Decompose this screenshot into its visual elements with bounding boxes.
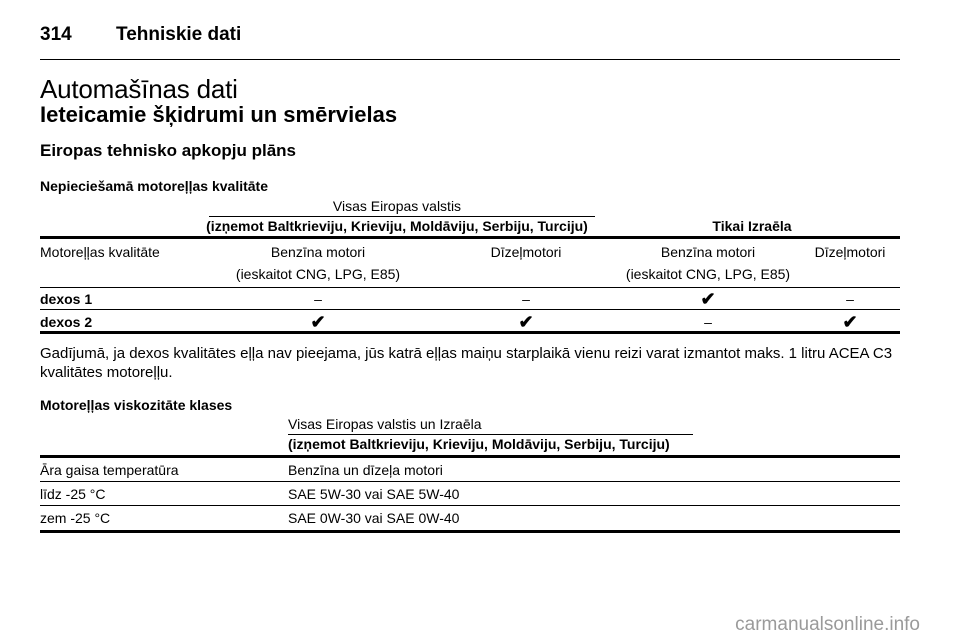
viscosity-top-rule (40, 455, 900, 458)
header-rule (40, 287, 900, 288)
viscosity-header-rule (40, 481, 900, 482)
cell-dash: – (846, 291, 854, 307)
col-subheader-petrol-israel: (ieskaitot CNG, LPG, E85) (625, 266, 791, 282)
row-label: dexos 1 (40, 291, 93, 307)
row-oil-grade: SAE 5W-30 vai SAE 5W-40 (288, 486, 460, 502)
section-title: Tehniskie dati (116, 24, 242, 45)
row-temperature: zem -25 °C (40, 510, 111, 526)
viscosity-heading: Motoreļļas viskozitāte klases (40, 397, 233, 413)
oil-quality-heading: Nepieciešamā motoreļļas kvalitāte (40, 178, 269, 194)
note-paragraph: Gadījumā, ja dexos kvalitātes eļļa nav pieejama, jūs katrā eļļas maiņu starplaikā vienu reizi varat izmantot maks. 1 litru ACEA C3 kvalitātes motoreļļu. (40, 345, 893, 381)
group-divider-europe (209, 216, 595, 217)
col-header-quality: Motoreļļas kvalitāte (40, 244, 160, 260)
cell-dash: – (704, 314, 712, 330)
row-rule (40, 309, 900, 310)
viscosity-group-divider (288, 434, 693, 435)
checkmark-icon: ✔ (700, 289, 716, 309)
row-oil-grade: SAE 0W-30 vai SAE 0W-40 (288, 510, 460, 526)
cell-dash: – (314, 291, 322, 307)
col-subheader-petrol: (ieskaitot CNG, LPG, E85) (235, 266, 401, 282)
col-header-temperature: Āra gaisa temperatūra (40, 462, 179, 478)
page-title: Automašīnas dati (40, 74, 238, 104)
col-header-petrol-israel: Benzīna motori (660, 244, 756, 260)
checkmark-icon: ✔ (518, 312, 534, 332)
group-header-europe-line1: Visas Eiropas valstis (332, 198, 462, 214)
page-number: 314 (40, 24, 72, 45)
page-subtitle: Ieteicamie šķidrumi un smērvielas (40, 102, 398, 127)
col-header-engines: Benzīna un dīzeļa motori (288, 462, 443, 478)
watermark: carmanualsonline.info (735, 614, 920, 635)
table-top-rule (40, 236, 900, 239)
checkmark-icon: ✔ (842, 312, 858, 332)
group-header-israel: Tikai Izraēla (712, 218, 792, 234)
row-rule (40, 505, 900, 506)
section-heading: Eiropas tehnisko apkopju plāns (40, 141, 296, 160)
cell-dash: – (522, 291, 530, 307)
header-divider (40, 59, 900, 60)
col-header-petrol: Benzīna motori (270, 244, 366, 260)
row-label: dexos 2 (40, 314, 93, 330)
table-bottom-rule (40, 331, 900, 334)
row-temperature: līdz -25 °C (40, 486, 106, 502)
col-header-diesel: Dīzeļmotori (490, 244, 562, 260)
checkmark-icon: ✔ (310, 312, 326, 332)
viscosity-group-line1: Visas Eiropas valstis un Izraēla (288, 416, 482, 432)
col-header-diesel-israel: Dīzeļmotori (814, 244, 886, 260)
viscosity-group-line2: (izņemot Baltkrieviju, Krieviju, Moldāviju, Serbiju, Turciju) (288, 436, 670, 452)
group-header-europe-line2: (izņemot Baltkrieviju, Krieviju, Moldāviju, Serbiju, Turciju) (206, 218, 588, 234)
viscosity-bottom-rule (40, 530, 900, 533)
